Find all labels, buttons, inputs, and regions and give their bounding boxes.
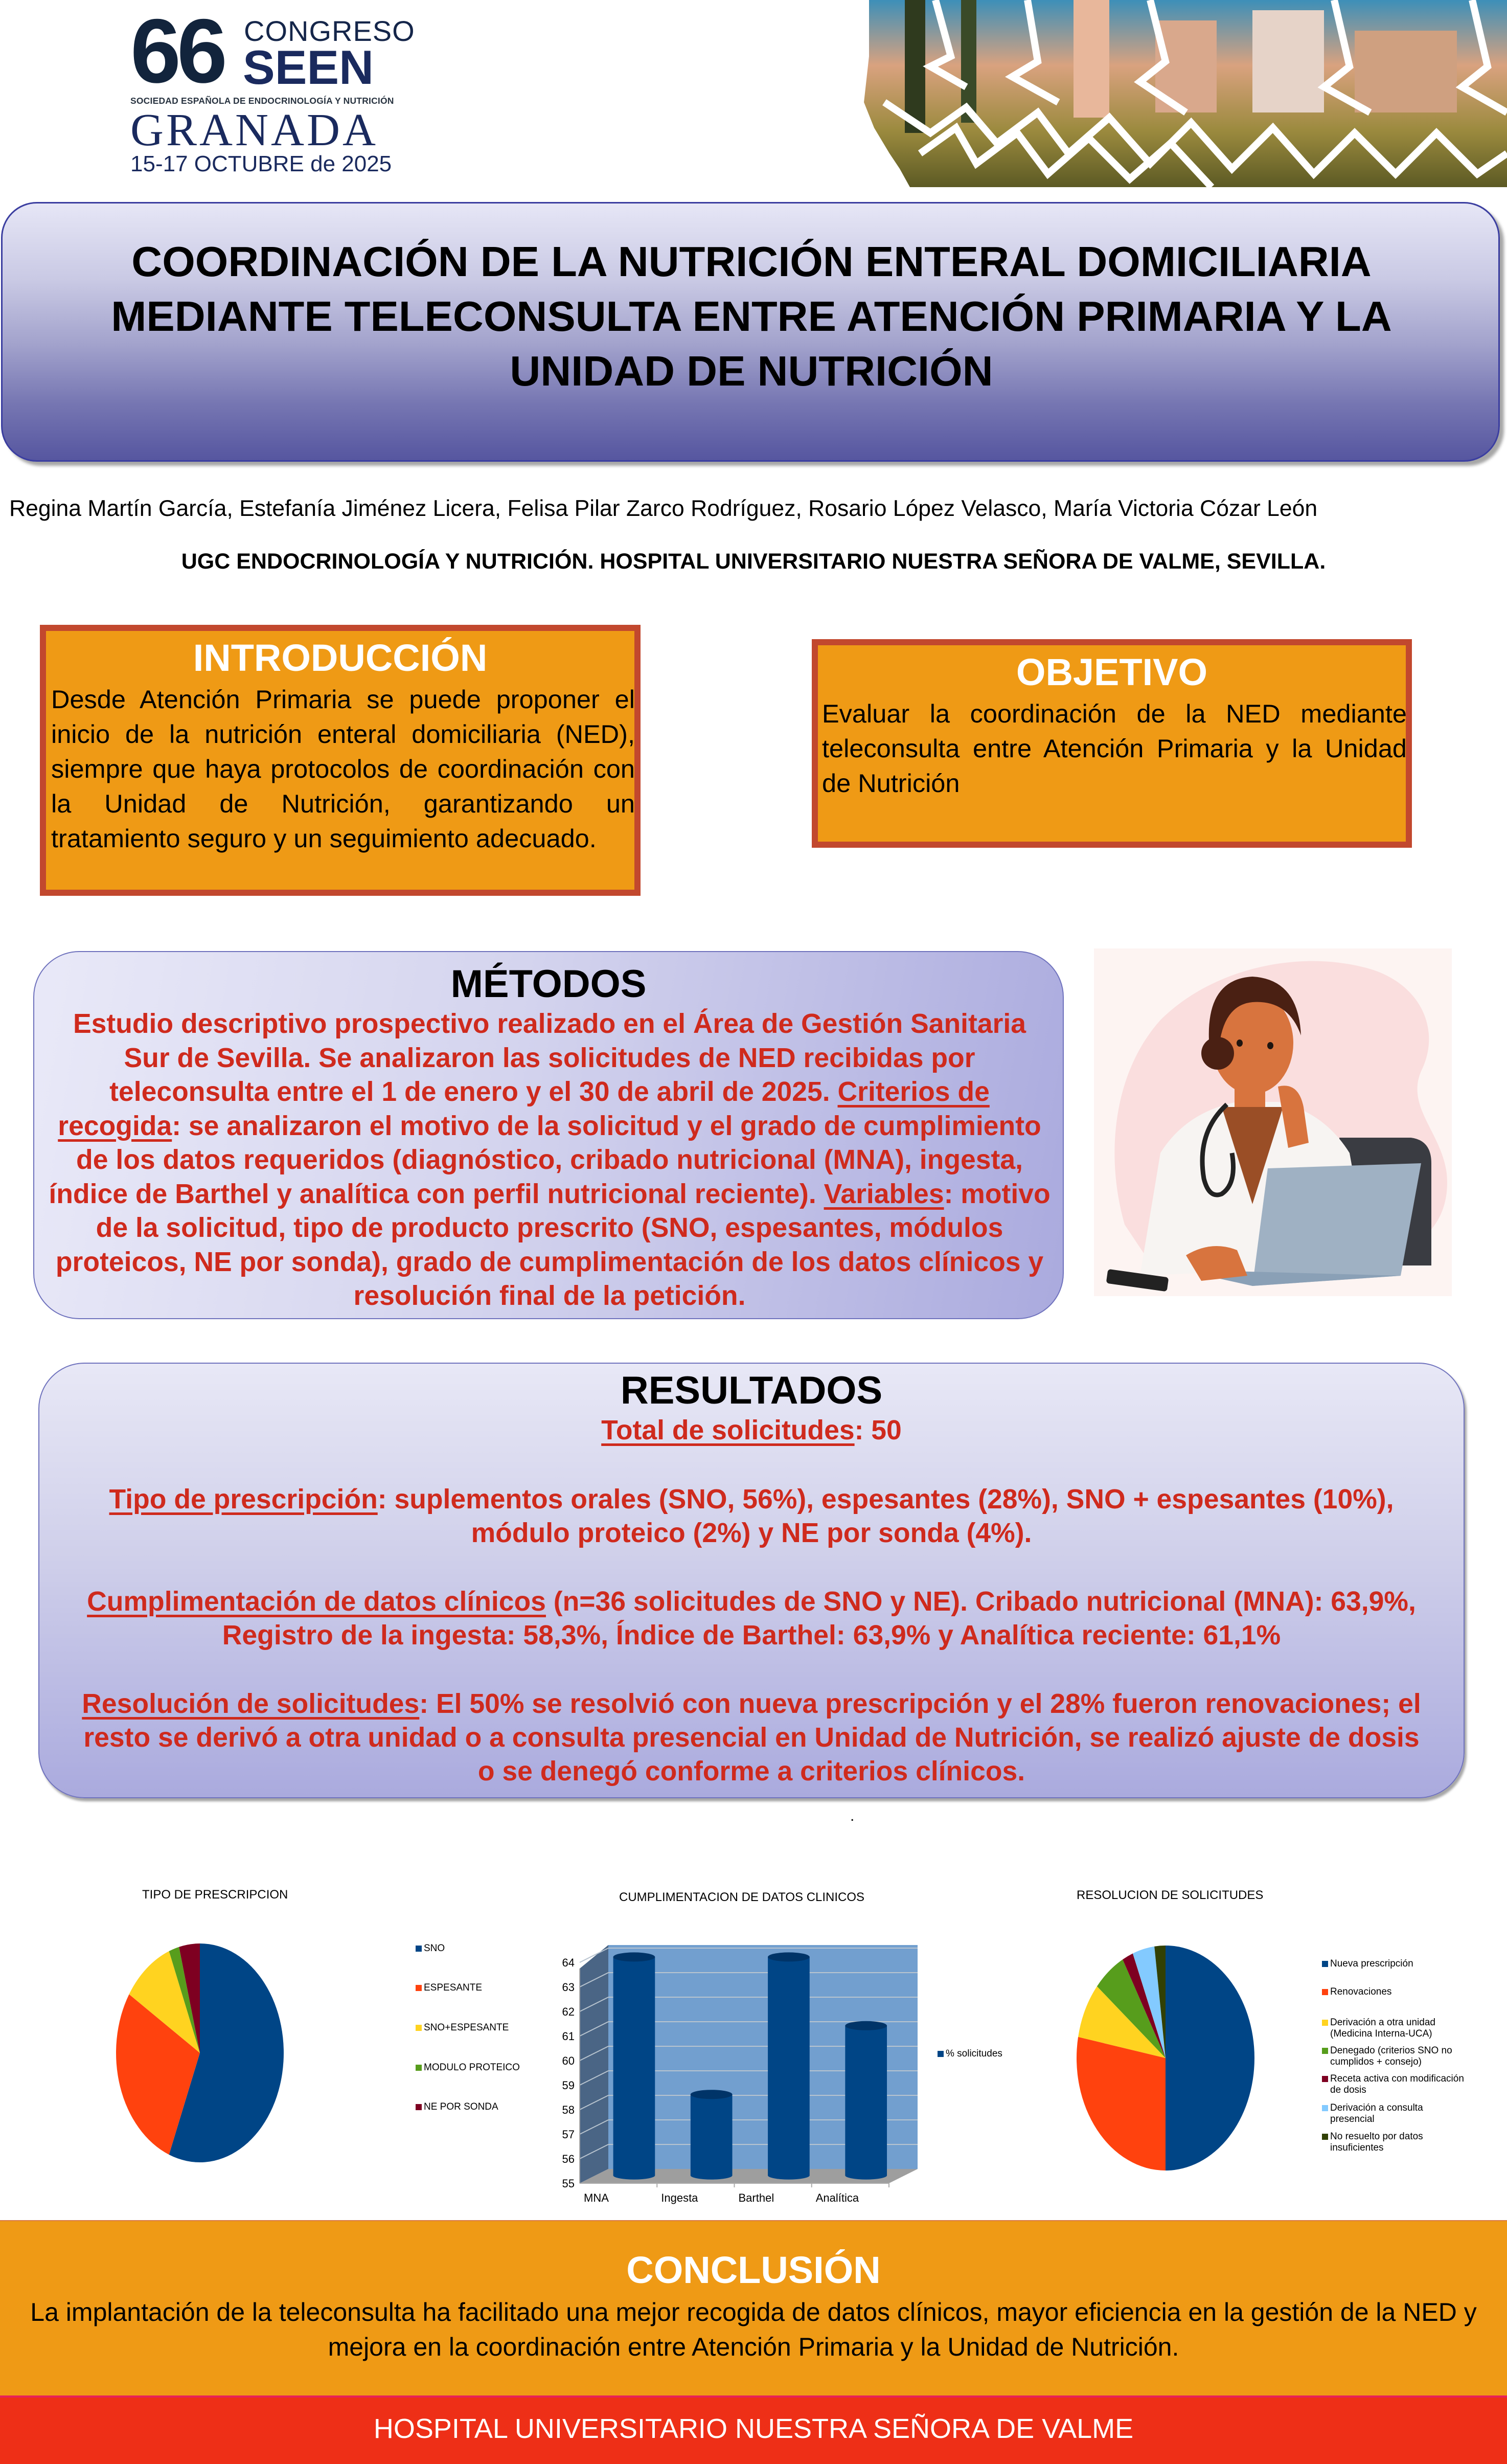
chart-2-bar-top xyxy=(768,1952,810,1961)
chart-2-bar xyxy=(613,1957,655,2175)
results-cumpl-line-2: Registro de la ingesta: 58,3%, Índice de Barthel: 63,9% y Analítica reciente: 61,1% xyxy=(222,1620,1281,1651)
chart-2-bar-base xyxy=(691,2172,733,2180)
affiliation: UGC ENDOCRINOLOGÍA Y NUTRICIÓN. HOSPITAL UNIVERSITARIO NUESTRA SEÑORA DE VALME, SEVILLA. xyxy=(181,549,1326,574)
chart-2-ytick-label: 60 xyxy=(562,2054,575,2067)
footer-hospital-name: HOSPITAL UNIVERSITARIO NUESTRA SEÑORA DE VALME xyxy=(373,2413,1134,2444)
chart-3-legend-item xyxy=(1322,1986,1391,1998)
chart-1-pie xyxy=(77,1933,322,2168)
title-line: MEDIANTE TELECONSULTA ENTRE ATENCIÓN PRIMARIA Y LA xyxy=(111,292,1392,340)
results-cumpl-label: Cumplimentación de datos clínicos xyxy=(87,1587,546,1617)
chart-3-pie xyxy=(1058,1938,1283,2173)
congress-logo xyxy=(130,0,415,176)
objective-text: Evaluar la coordinación de la NED mediante teleconsulta entre Atención Primaria y la Unidad de Nutrición xyxy=(822,699,1407,798)
legend-label: Nueva prescripción xyxy=(1330,1958,1413,1969)
legend-label: insuficientes xyxy=(1330,2142,1384,2153)
chart-2-ytick-label: 58 xyxy=(562,2104,575,2116)
chart-3-title: RESOLUCION DE SOLICITUDES xyxy=(1077,1888,1264,1902)
legend-swatch xyxy=(1322,2048,1328,2054)
chart-2-ytick-label: 59 xyxy=(562,2079,575,2092)
logo-seen: SEEN xyxy=(243,40,374,94)
chart-2-xtick-label: MNA xyxy=(584,2191,609,2204)
chart-1-title: TIPO DE PRESCRIPCION xyxy=(142,1888,288,1902)
results-resol-label: Resolución de solicitudes xyxy=(82,1689,420,1719)
results-tipo-line-1 xyxy=(38,1483,1465,1517)
legend-swatch xyxy=(416,1946,422,1952)
logo-congreso: CONGRESO xyxy=(244,15,415,47)
poster-title xyxy=(31,234,1472,398)
results-total-value: : 50 xyxy=(854,1415,902,1445)
results-tipo-line-2: módulo proteico (2%) y NE por sonda (4%). xyxy=(471,1518,1032,1548)
legend-label: MODULO PROTEICO xyxy=(424,2062,520,2073)
conclusion-text: La implantación de la teleconsulta ha facilitado una mejor recogida de datos clínicos, mayor eficiencia en la gestión de la NED y mejora en la coordinación entre Atención Primaria y la Unidad de Nutrición. xyxy=(30,2298,1477,2361)
chart-2-xtick-label: Analítica xyxy=(815,2191,859,2204)
chart-2-bar-top xyxy=(845,2021,887,2030)
chart-2-xtick-label: Barthel xyxy=(738,2191,774,2204)
methods-heading: MÉTODOS xyxy=(450,962,647,1006)
chart-2-title: CUMPLIMENTACION DE DATOS CLINICOS xyxy=(619,1890,865,1904)
methods-label-variables: Variables xyxy=(824,1179,944,1209)
legend-swatch xyxy=(1322,2134,1328,2140)
objective-heading: OBJETIVO xyxy=(1016,651,1208,693)
logo-city: GRANADA xyxy=(130,105,378,155)
legend-label: Renovaciones xyxy=(1330,1986,1392,1997)
legend-swatch xyxy=(1322,2020,1328,2026)
conclusion-heading: CONCLUSIÓN xyxy=(626,2249,881,2291)
chart-2-bar-base xyxy=(845,2172,887,2180)
methods-text-2: : se analizaron el motivo de la solicitud y el grado de cumplimiento de los datos requeridos (diagnóstico, cribado nutricional (MNA), ingesta, índice de Barthel y analítica con perfil nutricional reciente). xyxy=(49,1111,1041,1209)
legend-label: ESPESANTE xyxy=(424,1982,483,1993)
chart-3-legend-item xyxy=(1322,2073,1464,2096)
chart-3-slice xyxy=(1077,2037,1166,2171)
legend-label: presencial xyxy=(1330,2114,1375,2124)
chart-2-bar-base xyxy=(768,2172,810,2180)
chart-2-xtick-label: Ingesta xyxy=(661,2191,698,2204)
chart-2-ytick-label: 63 xyxy=(562,1981,575,1994)
chart-3-slice xyxy=(1166,1946,1254,2171)
chart-3-legend-item xyxy=(1322,2131,1423,2154)
authors: Regina Martín García, Estefanía Jiménez Licera, Felisa Pilar Zarco Rodríguez, Rosario López Velasco, María Victoria Cózar León xyxy=(9,496,1318,521)
results-heading: RESULTADOS xyxy=(620,1369,883,1412)
chart-2-ytick-label: 56 xyxy=(562,2153,575,2165)
legend-label: SNO xyxy=(424,1943,445,1954)
legend-label: Denegado (criterios SNO no xyxy=(1330,2045,1452,2056)
title-line: COORDINACIÓN DE LA NUTRICIÓN ENTERAL DOMICILIARIA xyxy=(131,238,1372,285)
legend-swatch xyxy=(938,2051,944,2057)
chart-1-legend-item xyxy=(416,1943,445,1954)
results-resol-line-2: resto se derivó a otra unidad o a consulta presencial en Unidad de Nutrición, se realizó ajuste de dosis xyxy=(83,1723,1420,1753)
legend-label: de dosis xyxy=(1330,2085,1366,2095)
chart-2-bar-top xyxy=(613,1952,655,1961)
granada-collage-image xyxy=(843,0,1507,187)
chart-2-bar-top xyxy=(691,2090,733,2099)
methods-text-1: Estudio descriptivo prospectivo realizado en el Área de Gestión Sanitaria Sur de Sevilla. Se analizaron las solicitudes de NED recibidas por teleconsulta entre el 1 de enero y el 30 de abril de 2025. xyxy=(73,1009,1026,1107)
legend-swatch xyxy=(416,1985,422,1991)
chart-1-legend-item xyxy=(416,2022,509,2033)
chart-3-legend-item xyxy=(1322,2103,1423,2125)
chart-1-legend-item xyxy=(416,1982,482,1994)
introduction-box xyxy=(40,625,641,896)
legend-label: No resuelto por datos xyxy=(1330,2131,1423,2142)
chart-1-legend-item xyxy=(416,2062,520,2073)
chart-2-bar-base xyxy=(613,2172,655,2180)
results-resol-line-3: o se denegó conforme a criterios clínicos. xyxy=(477,1756,1025,1787)
legend-swatch xyxy=(416,2065,422,2071)
chart-3-legend-item xyxy=(1322,2017,1435,2040)
results-resol-text-1: : El 50% se resolvió con nueva prescripción y el 28% fueron renovaciones; el xyxy=(419,1689,1421,1719)
chart-3-legend-item xyxy=(1322,2045,1452,2068)
legend-label: (Medicina Interna-UCA) xyxy=(1330,2028,1432,2039)
stray-dot: . xyxy=(850,1807,855,1824)
legend-label: cumplidos + consejo) xyxy=(1330,2056,1422,2067)
introduction-heading: INTRODUCCIÓN xyxy=(193,637,488,679)
chart-2-bar xyxy=(768,1957,810,2175)
legend-swatch xyxy=(1322,1961,1328,1967)
legend-swatch xyxy=(416,2025,422,2031)
legend-swatch xyxy=(1322,1989,1328,1995)
chart-2-bar xyxy=(845,2026,887,2176)
logo-number: 66 xyxy=(130,0,223,102)
legend-swatch xyxy=(1322,2105,1328,2111)
chart-2-side-wall xyxy=(580,1945,608,2183)
chart-1-legend-item xyxy=(416,2101,498,2113)
methods-text-3: : motivo de la solicitud, tipo de producto prescrito (SNO, espesantes, módulos proteicos, NE por sonda), grado de cumplimentación de los datos clínicos y resolución final de la petición. xyxy=(55,1179,1051,1311)
chart-2-ytick-label: 64 xyxy=(562,1956,575,1969)
chart-2-ytick-label: 57 xyxy=(562,2128,575,2141)
introduction-text: Desde Atención Primaria se puede proponer el inicio de la nutrición enteral domiciliaria (NED), siempre que haya protocolos de coordinación con la Unidad de Nutrición, garantizando un tratamiento seguro y un seguimiento adecuado. xyxy=(51,685,635,853)
results-cumpl-line-1 xyxy=(38,1585,1465,1619)
results-tipo-label: Tipo de prescripción xyxy=(109,1484,378,1514)
doctor-laptop-illustration xyxy=(1084,938,1467,1301)
logo-society: SOCIEDAD ESPAÑOLA DE ENDOCRINOLOGÍA Y NUTRICIÓN xyxy=(130,96,394,106)
legend-label: NE POR SONDA xyxy=(424,2101,498,2112)
legend-label: Derivación a consulta xyxy=(1330,2103,1423,2113)
legend-label: SNO+ESPESANTE xyxy=(424,2022,509,2033)
chart-2-ytick-label: 55 xyxy=(562,2177,575,2190)
results-total-label: Total de solicitudes xyxy=(601,1415,855,1445)
title-line: UNIDAD DE NUTRICIÓN xyxy=(510,347,993,395)
logo-dates: 15-17 OCTUBRE de 2025 xyxy=(130,151,392,176)
chart-3-legend-item xyxy=(1322,1958,1413,1970)
objective-box xyxy=(812,639,1412,848)
results-resol-line-1 xyxy=(38,1687,1465,1722)
chart-2-ytick-label: 61 xyxy=(562,2030,575,2043)
chart-2-legend-item xyxy=(938,2048,1002,2060)
results-cumpl-text-1: (n=36 solicitudes de SNO y NE). Cribado nutricional (MNA): 63,9%, xyxy=(545,1587,1416,1617)
legend-swatch xyxy=(416,2104,422,2110)
results-total xyxy=(38,1414,1465,1448)
legend-label: % solicitudes xyxy=(946,2048,1002,2059)
legend-label: Receta activa con modificación xyxy=(1330,2073,1464,2084)
methods-text xyxy=(49,1007,1051,1314)
chart-2-bar xyxy=(537,1938,925,2204)
chart-2-bar xyxy=(691,2094,733,2175)
legend-label: Derivación a otra unidad xyxy=(1330,2017,1435,2028)
results-tipo-text-1: : suplementos orales (SNO, 56%), espesantes (28%), SNO + espesantes (10%), xyxy=(377,1484,1394,1514)
legend-swatch xyxy=(1322,2076,1328,2082)
chart-2-ytick-label: 62 xyxy=(562,2005,575,2018)
methods-label-criterios: Criterios de recogida xyxy=(58,1077,990,1141)
